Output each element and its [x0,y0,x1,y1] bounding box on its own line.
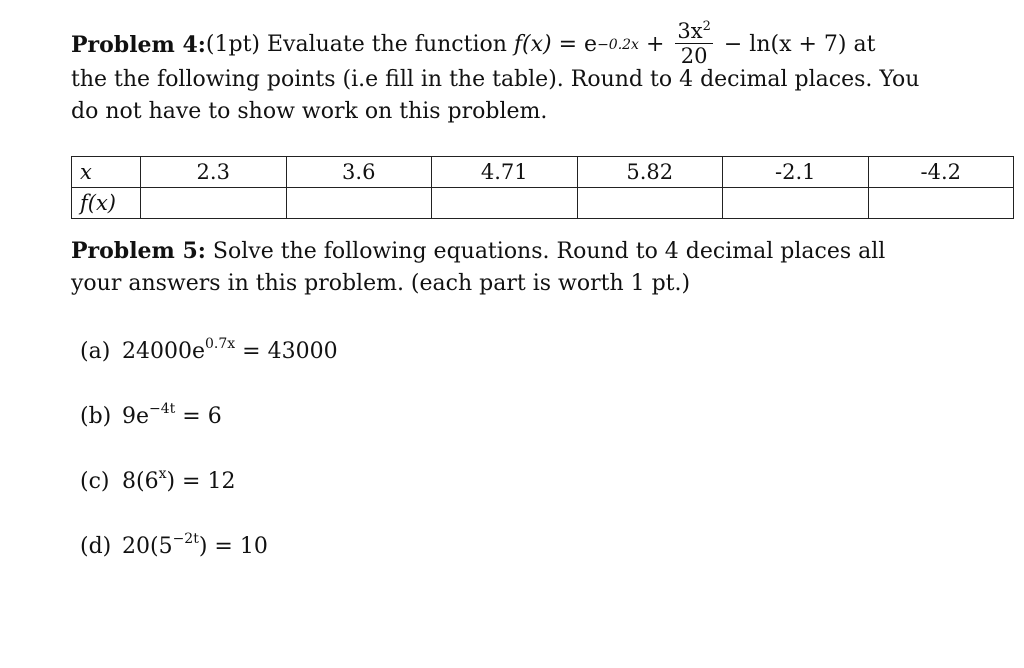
part-label: (b) [80,404,112,429]
part-b [80,401,222,433]
problem-5-text-1: Solve the following equations. Round to 4 decimal places all [205,239,886,264]
table-cell-x: 2.3 [141,157,287,188]
table-header-x: x [72,157,141,188]
problem-5-line-1 [71,235,971,268]
table-cell-fx[interactable] [723,188,869,219]
problem-5-heading: Problem 5: [71,238,206,264]
table-cell-fx[interactable] [141,188,287,219]
table-header-fx: f(x) [72,188,141,219]
part-rest: = 43000 [235,339,338,364]
part-label: (d) [80,534,112,559]
problem-5-line-2: your answers in this problem. (each part is worth 1 pt.) [71,271,691,296]
part-rest: ) = 12 [166,469,236,494]
function-ln-term: − ln(x + 7) at [716,32,876,57]
problem-4-line-3: do not have to show work on this problem. [71,99,548,124]
values-table [71,156,1014,219]
part-base: 9e [122,404,150,429]
table-cell-fx[interactable] [286,188,432,219]
part-base: 20(5 [122,534,173,559]
part-rest: ) = 10 [198,534,268,559]
part-d [80,531,268,563]
table-row-x [72,157,1014,188]
problem-4-block [71,14,1011,128]
table-cell-x: 3.6 [286,157,432,188]
fraction-numerator [675,20,713,42]
table-cell-fx[interactable] [432,188,578,219]
function-eq: = e [551,32,598,57]
table-cell-x: -4.2 [868,157,1014,188]
problem-4-heading: Problem 4: [71,32,206,58]
fraction-numerator-power: 2 [702,18,711,34]
function-name: f(x) [513,32,552,57]
part-label: (a) [80,339,111,364]
part-label: (c) [80,469,110,494]
part-exponent: −2t [172,531,199,547]
table-cell-x: -2.1 [723,157,869,188]
table-cell-x: 4.71 [432,157,578,188]
part-exponent: 0.7x [205,336,236,352]
fraction-denominator: 20 [680,43,708,68]
table-row-fx [72,188,1014,219]
problem-4-points-text: (1pt) Evaluate the function [205,32,514,57]
function-plus: + [638,32,672,57]
function-fraction [675,20,713,67]
table-cell-fx[interactable] [577,188,723,219]
part-exponent: x [158,466,167,482]
part-c [80,466,235,498]
fraction-numerator-text: 3x [677,18,703,43]
part-base: 24000e [122,339,206,364]
part-a [80,336,338,368]
table-cell-x: 5.82 [577,157,723,188]
problem-4-line-1: Problem 4: (1pt) Evaluate the function f(x) = e −0.2x + $\frac{3x^2}{20}$ − ln(x + 7) at [71,18,876,68]
problem-4-line-2: the the following points (i.e fill in the table). Round to 4 decimal places. You [71,67,920,92]
part-exponent: −4t [149,401,176,417]
part-rest: = 6 [175,404,222,429]
problem-5-block [71,235,971,300]
table-cell-fx[interactable] [868,188,1014,219]
part-base: 8(6 [122,469,159,494]
